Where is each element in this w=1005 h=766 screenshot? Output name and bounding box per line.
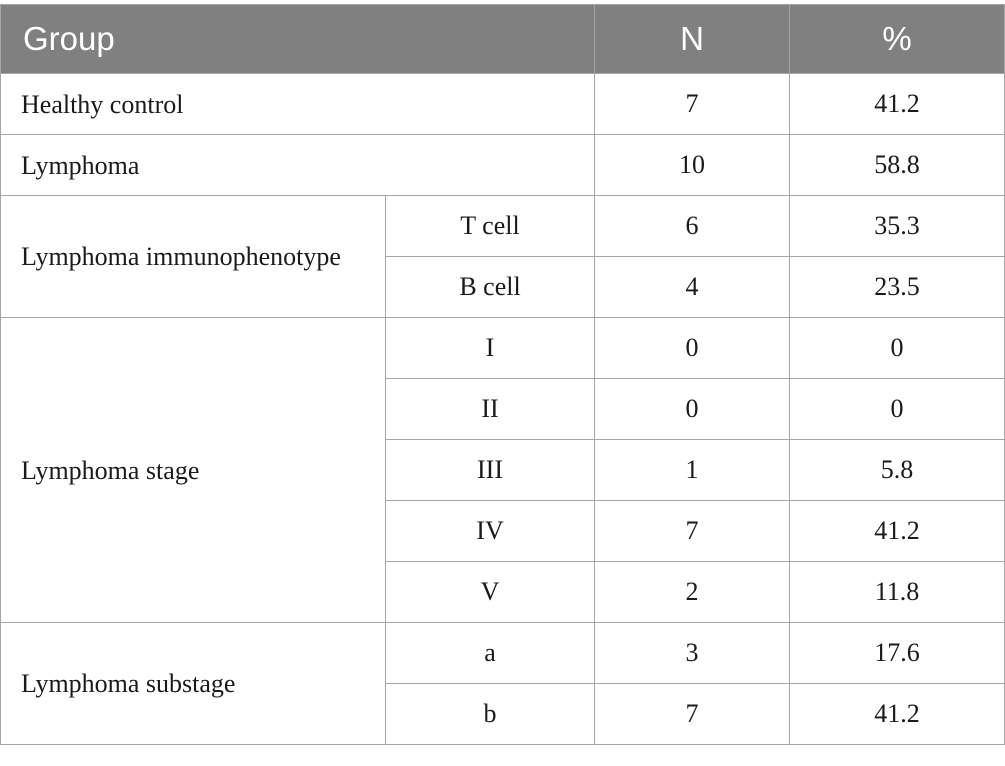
n-cell: 3 (595, 623, 790, 684)
subgroup-cell: IV (386, 501, 595, 562)
subgroup-cell: III (386, 440, 595, 501)
n-cell: 7 (595, 501, 790, 562)
group-label: Healthy control (1, 74, 595, 135)
n-cell: 0 (595, 318, 790, 379)
percent-cell: 0 (790, 318, 1005, 379)
percent-cell: 0 (790, 379, 1005, 440)
n-cell: 6 (595, 196, 790, 257)
percent-cell: 5.8 (790, 440, 1005, 501)
table-row (1, 74, 1005, 135)
subgroup-cell: B cell (386, 257, 595, 318)
percent-cell: 41.2 (790, 74, 1005, 135)
table-row (1, 196, 1005, 257)
table-row (1, 623, 1005, 684)
percent-cell: 35.3 (790, 196, 1005, 257)
header-group: Group (1, 5, 595, 74)
subgroup-cell: I (386, 318, 595, 379)
percent-cell: 17.6 (790, 623, 1005, 684)
table-row (1, 135, 1005, 196)
percent-cell: 41.2 (790, 684, 1005, 745)
percent-cell: 11.8 (790, 562, 1005, 623)
subgroup-cell: II (386, 379, 595, 440)
group-label: Lymphoma stage (1, 318, 386, 623)
n-cell: 4 (595, 257, 790, 318)
table-row (1, 318, 1005, 379)
n-cell: 0 (595, 379, 790, 440)
group-label: Lymphoma substage (1, 623, 386, 745)
group-summary-table (0, 4, 1005, 745)
n-cell: 1 (595, 440, 790, 501)
n-cell: 2 (595, 562, 790, 623)
percent-cell: 23.5 (790, 257, 1005, 318)
n-cell: 7 (595, 684, 790, 745)
header-row (1, 5, 1005, 74)
group-label: Lymphoma immunophenotype (1, 196, 386, 318)
subgroup-cell: V (386, 562, 595, 623)
percent-cell: 58.8 (790, 135, 1005, 196)
group-label: Lymphoma (1, 135, 595, 196)
n-cell: 7 (595, 74, 790, 135)
header-percent: % (790, 5, 1005, 74)
subgroup-cell: a (386, 623, 595, 684)
n-cell: 10 (595, 135, 790, 196)
percent-cell: 41.2 (790, 501, 1005, 562)
subgroup-cell: T cell (386, 196, 595, 257)
subgroup-cell: b (386, 684, 595, 745)
header-n: N (595, 5, 790, 74)
